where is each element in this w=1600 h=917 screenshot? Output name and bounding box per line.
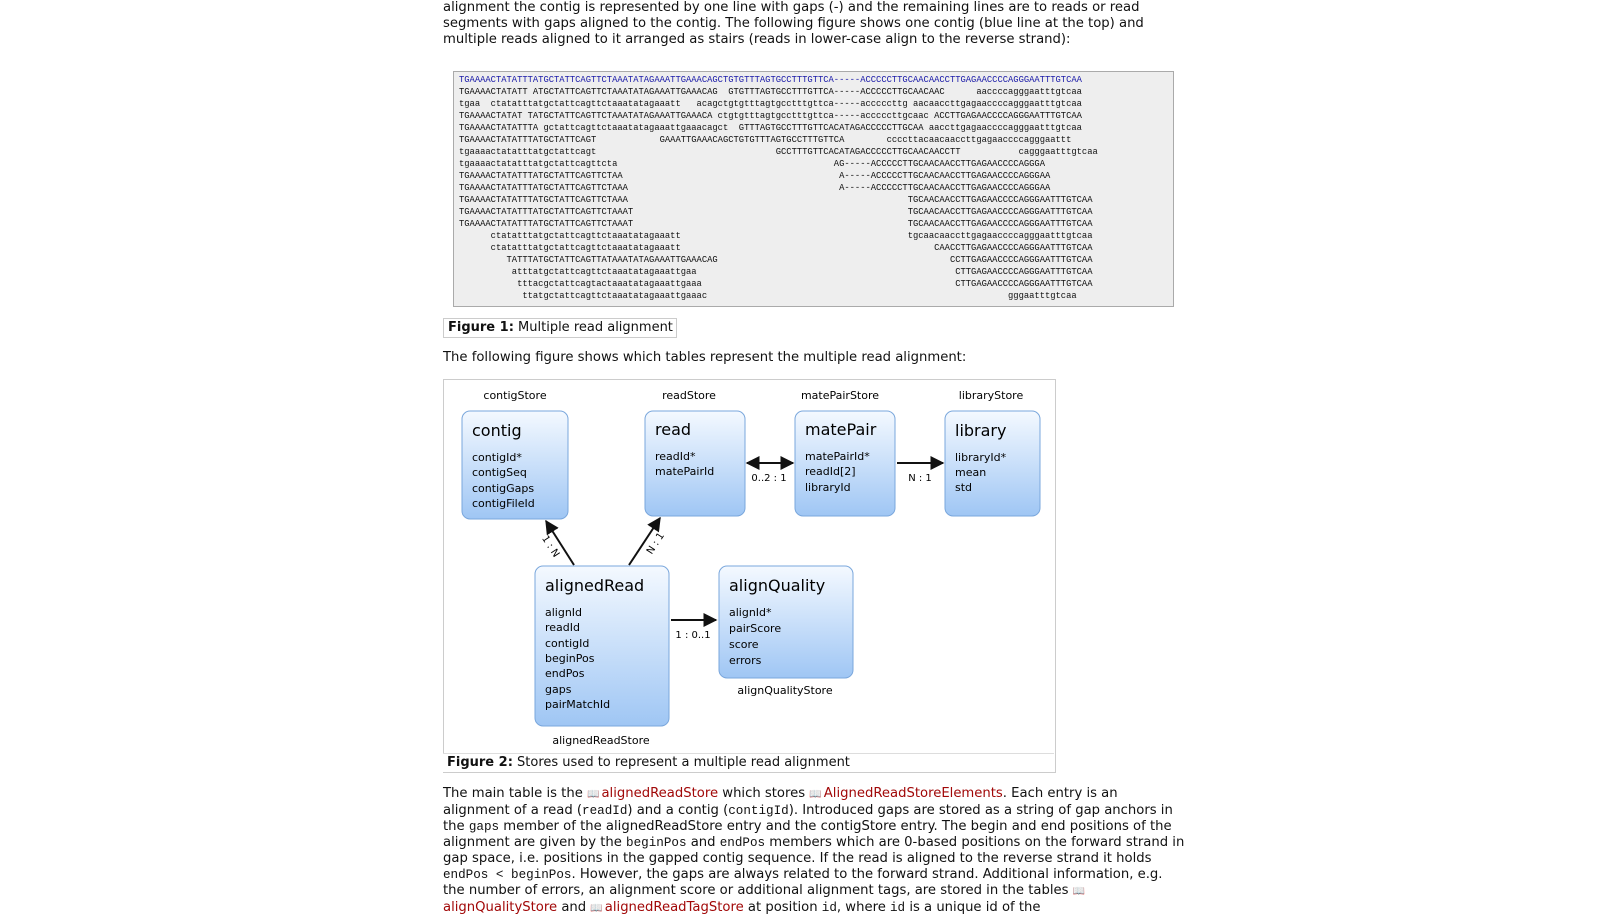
relation-label: N : 1 bbox=[644, 530, 667, 557]
read-line: TGAAAACTATAT TATGCTATTCAGTTCTAAATATAGAAATTGAAACA ctgtgtttagtgcctttgttca-----acccccttgcaac ACCTTGAGAACCCCAGGGAATTTGTCAA bbox=[459, 111, 1082, 121]
read-table bbox=[645, 411, 745, 516]
table-field: libraryId bbox=[805, 481, 851, 494]
text: . Each entry is an alignment of a read ( bbox=[443, 786, 1118, 818]
table-field: errors bbox=[729, 654, 762, 667]
read-line: TGAAAACTATATT ATGCTATTCAGTTCTAAATATAGAAATTGAAACAG GTGTTTAGTGCCTTTGTTCA-----ACCCCCTTGCAACAAC aaccccagggaatttgtcaa bbox=[459, 87, 1082, 97]
figure-2-intro: The following figure shows which tables represent the multiple read alignment: bbox=[443, 350, 967, 365]
read-line: TGAAAACTATATTTATGCTATTCAGTTCTAAA TGCAACAACCTTGAGAACCCCAGGGAATTTGTCAA bbox=[459, 195, 1093, 205]
text: The main table is the bbox=[443, 786, 588, 801]
contig-table bbox=[462, 411, 568, 519]
table-field: libraryId* bbox=[955, 451, 1007, 464]
code-endpos-lt-beginpos: endPos < beginPos bbox=[443, 868, 572, 882]
table-field: contigId bbox=[545, 637, 590, 650]
caption-text: Stores used to represent a multiple read alignment bbox=[517, 755, 850, 770]
text: which stores bbox=[718, 786, 810, 801]
text: is a unique id of the bbox=[905, 900, 1041, 915]
table-field: mean bbox=[955, 466, 987, 479]
code-contigid: contigId bbox=[728, 804, 789, 818]
store-label: contigStore bbox=[483, 389, 547, 402]
read-line: TGAAAACTATATTTATGCTATTCAGTTCTAAAT TGCAACAACCTTGAGAACCCCAGGGAATTTGTCAA bbox=[459, 207, 1093, 217]
intro-line: alignment the contig is represented by one line with gaps (-) and the remaining lines are to reads or read bbox=[443, 0, 1140, 15]
code-gaps: gaps bbox=[468, 820, 500, 834]
table-field: readId[2] bbox=[805, 465, 856, 478]
relation-label: 1 : N bbox=[539, 533, 562, 560]
text: and bbox=[557, 900, 591, 915]
store-label: alignedReadStore bbox=[552, 734, 650, 747]
code-beginpos: beginPos bbox=[626, 836, 687, 850]
store-label: alignQualityStore bbox=[737, 684, 833, 697]
table-field: score bbox=[729, 638, 759, 651]
table-title: read bbox=[655, 420, 692, 439]
stores-diagram bbox=[444, 380, 1055, 772]
library-table bbox=[945, 411, 1040, 516]
read-line: ctatatttatgctattcagttctaaatatagaaatt tgcaacaaccttgagaaccccagggaatttgtcaa bbox=[459, 231, 1093, 241]
book-icon: 📖 bbox=[809, 789, 822, 800]
book-icon: 📖 bbox=[587, 789, 600, 800]
stores-diagram-figure bbox=[443, 379, 1056, 773]
intro-paragraph bbox=[443, 0, 1188, 48]
aligned-read-store-elements-link[interactable]: AlignedReadStoreElements bbox=[823, 786, 1003, 801]
table-field: alignId* bbox=[729, 606, 772, 619]
table-field: alignId bbox=[545, 606, 583, 619]
relation-label: 1 : 0..1 bbox=[675, 630, 711, 641]
intro-line: segments with gaps aligned to the contig. The following figure shows one contig (blue line at the top) and bbox=[443, 16, 1144, 31]
table-field: endPos bbox=[545, 667, 585, 680]
read-line: tgaaaactatatttatgctattcagttcta AG-----ACCCCCTTGCAACAACCTTGAGAACCCCAGGGA bbox=[459, 159, 1045, 169]
caption-label: Figure 2: bbox=[447, 755, 513, 770]
code-id: id bbox=[821, 901, 837, 915]
store-label: readStore bbox=[662, 389, 716, 402]
text: . However, the gaps are always related to the forward strand. Additional information, e.g. the number of errors, an alignment score or additional alignment tags, are stored in the tables bbox=[443, 867, 1163, 898]
aligned-read-store-paragraph bbox=[443, 786, 1188, 917]
read-line: atttatgctattcagttctaaatatagaaattgaa CTTGAGAACCCCAGGGAATTTGTCAA bbox=[459, 267, 1093, 277]
table-field: gaps bbox=[545, 683, 572, 696]
intro-line: multiple reads aligned to it arranged as stairs (reads in lower-case align to the reverse strand): bbox=[443, 32, 1071, 47]
read-line: TGAAAACTATATTTATGCTATTCAGTTCTAAA A-----ACCCCCTTGCAACAACCTTGAGAACCCCAGGGAA bbox=[459, 183, 1051, 193]
figure-2-caption bbox=[443, 753, 1054, 772]
caption-label: Figure 1: bbox=[448, 320, 514, 335]
alignquality-table bbox=[719, 566, 853, 678]
read-line: ctatatttatgctattcagttctaaatatagaaatt CAACCTTGAGAACCCCAGGGAATTTGTCAA bbox=[459, 243, 1093, 253]
text: ) and a contig ( bbox=[627, 803, 729, 818]
align-quality-store-link[interactable]: alignQualityStore bbox=[443, 900, 558, 915]
figure-1-caption bbox=[443, 318, 677, 338]
text: members which are 0-based positions on the forward strand in gap space, i.e. positions in the gapped contig sequence. If the read is aligned to the reverse strand it holds bbox=[443, 835, 1185, 866]
table-field: matePairId bbox=[655, 465, 715, 478]
read-line: ttatgctattcagttctaaatatagaaattgaaac gggaatttgtcaa bbox=[459, 291, 1077, 301]
aligned-read-store-link[interactable]: alignedReadStore bbox=[601, 786, 719, 801]
read-line: tgaaaactatatttatgctattcagt GCCTTTGTTCACATAGACCCCCTTGCAACAACCTT cagggaatttgtcaa bbox=[459, 147, 1098, 157]
table-field: matePairId* bbox=[805, 450, 870, 463]
relation-label: N : 1 bbox=[908, 473, 932, 484]
table-field: readId* bbox=[655, 450, 696, 463]
read-line: tgaa ctatatttatgctattcagttctaaatatagaaatt acagctgtgtttagtgcctttgttca-----acccccttg aacaaccttgagaaccccagggaatttgtcaa bbox=[459, 99, 1082, 109]
table-field: beginPos bbox=[545, 652, 595, 665]
table-field: contigGaps bbox=[472, 482, 535, 495]
text: member of the alignedReadStore entry and the contigStore entry. The begin and end positions of the alignment are given by the bbox=[443, 819, 1172, 850]
caption-text: Multiple read alignment bbox=[518, 320, 673, 335]
table-title: alignQuality bbox=[729, 576, 826, 595]
read-line: TGAAAACTATATTTATGCTATTCAGT GAAATTGAAACAGCTGTGTTTAGTGCCTTTGTTCA ccccttacaacaaccttgagaaccccagggaattt bbox=[459, 135, 1072, 145]
code-endpos: endPos bbox=[719, 836, 766, 850]
table-field: readId bbox=[545, 621, 580, 634]
read-line: TGAAAACTATATTTA gctattcagttctaaatatagaaattgaaacagct GTTTAGTGCCTTTGTTCACATAGACCCCCTTGCAA aaccttgagaaccccagggaatttgtcaa bbox=[459, 123, 1082, 133]
read-line: TGAAAACTATATTTATGCTATTCAGTTCTAA A-----ACCCCCTTGCAACAACCTTGAGAACCCCAGGGAA bbox=[459, 171, 1051, 181]
read-line: TATTTATGCTATTCAGTTATAAATATAGAAATTGAAACAG CCTTGAGAACCCCAGGGAATTTGTCAA bbox=[459, 255, 1093, 265]
table-title: matePair bbox=[805, 420, 877, 439]
contig-line: TGAAAACTATATTTATGCTATTCAGTTCTAAATATAGAAATTGAAACAGCTGTGTTTAGTGCCTTTGTTCA-----ACCCCCTTGCAACAACCTTGAGAACCCCAGGGAATTTGTCAA bbox=[459, 75, 1082, 85]
alignment-text bbox=[454, 72, 1173, 302]
table-field: contigSeq bbox=[472, 466, 527, 479]
alignment-figure bbox=[453, 71, 1174, 307]
table-field: contigId* bbox=[472, 451, 522, 464]
relation-label: 0..2 : 1 bbox=[751, 473, 787, 484]
text: , where bbox=[836, 900, 890, 915]
aligned-read-tag-store-link[interactable]: alignedReadTagStore bbox=[604, 900, 744, 915]
read-line: tttacgctattcagtactaaatatagaaattgaaa CTTGAGAACCCCAGGGAATTTGTCAA bbox=[459, 279, 1093, 289]
read-line: TGAAAACTATATTTATGCTATTCAGTTCTAAAT TGCAACAACCTTGAGAACCCCAGGGAATTTGTCAA bbox=[459, 219, 1093, 229]
table-field: pairMatchId bbox=[545, 698, 611, 711]
alignedread-table bbox=[535, 566, 669, 726]
matepair-table bbox=[795, 411, 895, 516]
text: at position bbox=[743, 900, 822, 915]
table-field: pairScore bbox=[729, 622, 782, 635]
store-label: libraryStore bbox=[958, 389, 1024, 402]
table-title: library bbox=[955, 421, 1007, 440]
text: ). Introduced gaps are stored as a string of gap anchors in the bbox=[443, 803, 1173, 834]
code-readid: readId bbox=[582, 804, 628, 818]
text: and bbox=[686, 835, 720, 850]
book-icon: 📖 bbox=[1072, 886, 1086, 897]
table-title: alignedRead bbox=[545, 576, 645, 595]
table-field: std bbox=[955, 481, 973, 494]
book-icon: 📖 bbox=[590, 903, 603, 914]
table-title: contig bbox=[472, 421, 522, 440]
code-id: id bbox=[890, 901, 906, 915]
table-field: contigFileId bbox=[472, 497, 535, 510]
store-label: matePairStore bbox=[800, 389, 880, 402]
